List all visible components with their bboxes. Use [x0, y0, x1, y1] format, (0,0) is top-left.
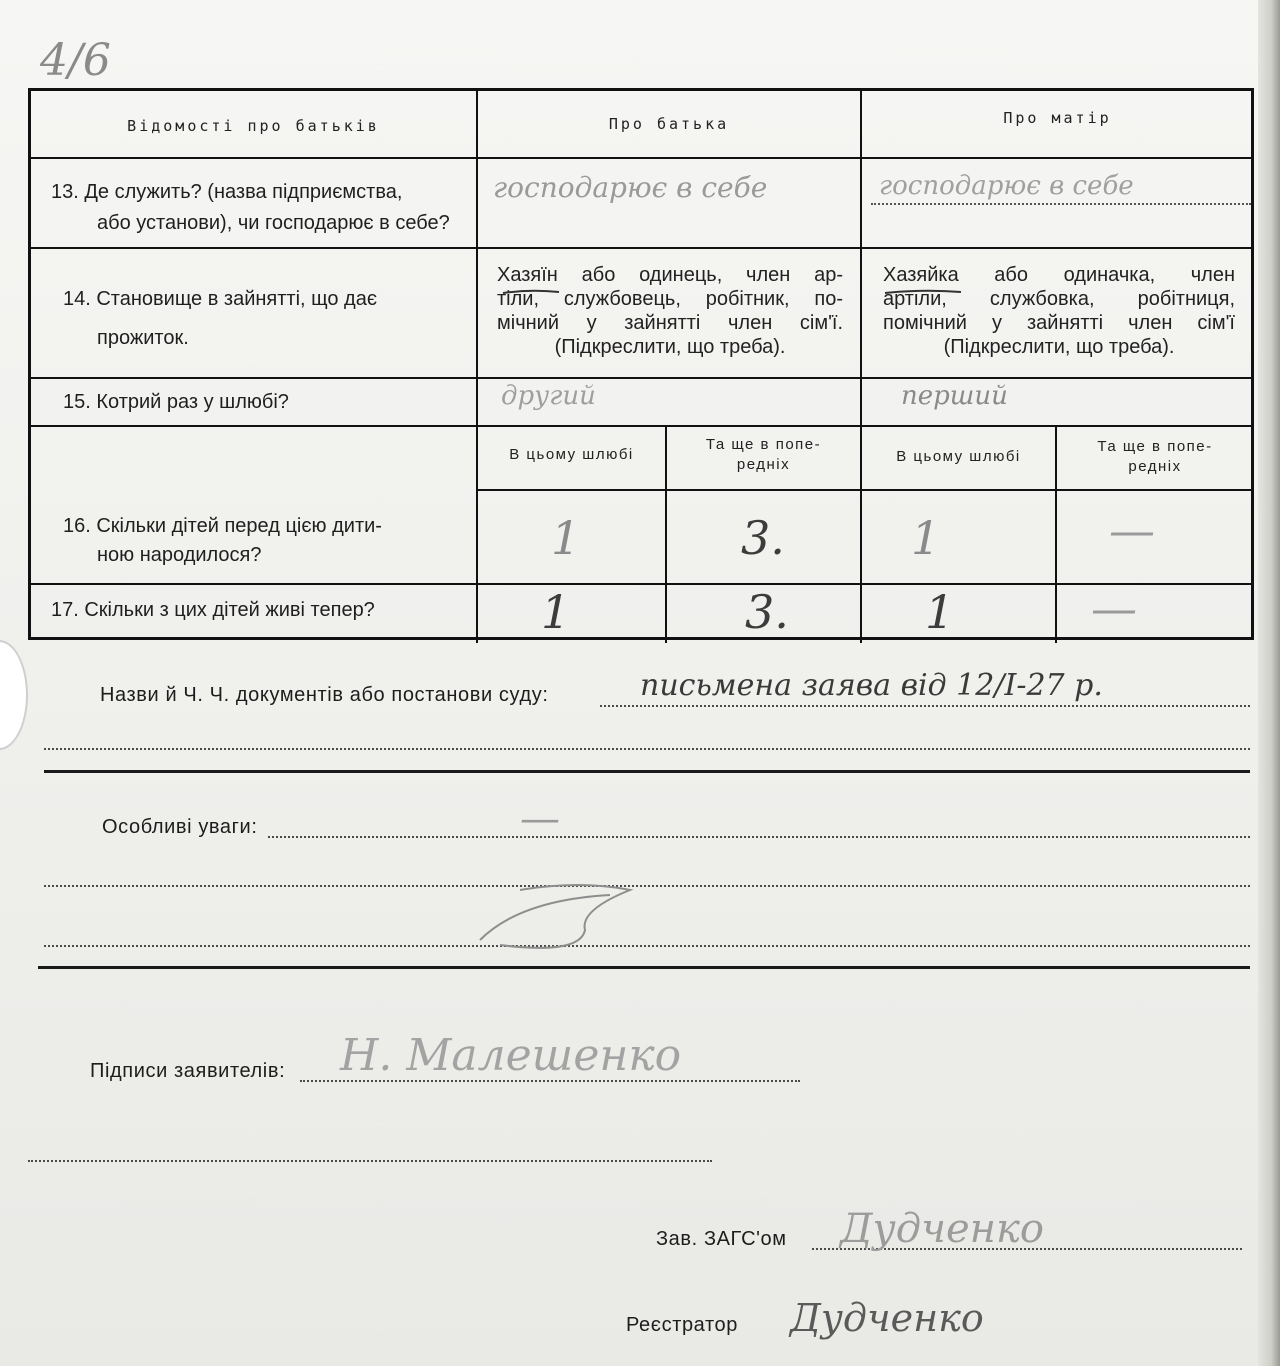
subheader-father-this: В цьому шлюбі — [509, 446, 634, 463]
documents-label: Назви й Ч. Ч. документів або постанови суду: — [100, 684, 549, 706]
row16-label-2: ною народилося? — [97, 544, 262, 566]
row15-father-handwriting: другий — [501, 381, 596, 411]
subheader-mother-prev — [1057, 437, 1253, 477]
row17-father-prev: 3. — [745, 585, 789, 639]
archive-number: 4/6 — [40, 35, 111, 86]
zags-signature: Дудченко — [840, 1206, 1044, 1252]
option-line: мічний у зайнятті член сім'ї. — [497, 312, 843, 334]
row14-father-options — [497, 263, 843, 359]
row13-mother-handwriting: господарює в себе — [879, 171, 1134, 201]
section-rule — [44, 770, 1250, 773]
page-edge — [1258, 0, 1280, 1366]
remarks-dash-mark: — — [520, 796, 560, 842]
registrar-signature: Дудченко — [790, 1296, 984, 1340]
row-divider — [31, 247, 1253, 249]
signatures-fill-line-2 — [28, 1160, 712, 1162]
option-line: Хазяїн або одинець, член ар- — [497, 264, 843, 286]
row-divider — [476, 489, 1253, 491]
subheader-line: Та ще в попе- — [705, 436, 822, 453]
remarks-label: Особливі уваги: — [102, 816, 258, 838]
binding-hole — [0, 640, 28, 750]
remarks-cancel-mark — [460, 870, 660, 960]
col-divider — [860, 91, 862, 643]
row-divider — [31, 425, 1253, 427]
row16-mother-prev: — — [1109, 503, 1155, 557]
row-divider — [31, 377, 1253, 379]
section-rule — [38, 966, 1250, 969]
option-line: Хазяйка або одиначка, член — [883, 264, 1235, 286]
header-father: Про батька — [608, 115, 730, 133]
row15-label: 15. Котрий раз у шлюбі? — [63, 391, 289, 413]
row14-label-2: прожиток. — [97, 327, 189, 349]
signatures-handwriting: Н. Малешенко — [340, 1030, 682, 1081]
row15-mother-handwriting: перший — [901, 381, 1008, 411]
row16-mother-this: 1 — [911, 511, 941, 565]
option-line: артіли, службовка, робітниця, — [883, 288, 1235, 310]
documents-fill-line-2 — [44, 748, 1250, 750]
header-mother: Про матір — [1003, 109, 1112, 127]
signatures-label: Підписи заявителів: — [90, 1060, 286, 1082]
subheader-line: редніх — [1128, 458, 1182, 475]
row14-mother-options — [883, 263, 1235, 359]
subheader-father-prev — [667, 435, 860, 475]
fill-line — [871, 203, 1251, 205]
subheader-line: Та ще в попе- — [1097, 438, 1213, 455]
underline-mark — [501, 287, 561, 297]
zags-head-label: Зав. ЗАГС'ом — [656, 1228, 787, 1250]
remarks-fill-line — [268, 836, 1250, 838]
parents-info-table — [28, 88, 1254, 640]
option-line: (Підкреслити, що треба). — [554, 336, 786, 358]
option-line: помічний у зайнятті член сім'ї — [883, 312, 1235, 334]
option-line: (Підкреслити, що треба). — [943, 336, 1175, 358]
header-col1: Відомості про батьків — [127, 117, 380, 135]
row14-label-1: 14. Становище в зайнятті, що дає — [63, 288, 378, 310]
documents-fill-line — [600, 705, 1250, 707]
row13-label-2: або установи), чи господарює в себе? — [97, 212, 450, 234]
row16-father-prev: 3. — [741, 511, 785, 565]
registrar-label: Реєстратор — [626, 1314, 738, 1336]
row17-father-this: 1 — [541, 585, 571, 639]
row13-father-handwriting: господарює в себе — [493, 171, 768, 204]
row17-mother-prev: — — [1091, 581, 1137, 635]
row16-label-1: 16. Скільки дітей перед цією дити- — [63, 515, 382, 537]
row-divider — [31, 157, 1253, 159]
option-line: тіли, службовець, робітник, по- — [497, 288, 843, 310]
row17-mother-this: 1 — [925, 585, 955, 639]
row16-father-this: 1 — [551, 511, 581, 565]
row17-label: 17. Скільки з цих дітей живі тепер? — [51, 599, 375, 621]
subheader-line: редніх — [736, 456, 791, 473]
row-divider — [31, 583, 1253, 585]
col-divider — [476, 91, 478, 643]
underline-mark — [883, 287, 963, 297]
documents-handwriting: письмена заява від 12/I-27 р. — [640, 668, 1103, 703]
row13-label-1: 13. Де служить? (назва підприємства, — [51, 181, 403, 203]
subheader-mother-this: В цьому шлюбі — [896, 448, 1021, 465]
